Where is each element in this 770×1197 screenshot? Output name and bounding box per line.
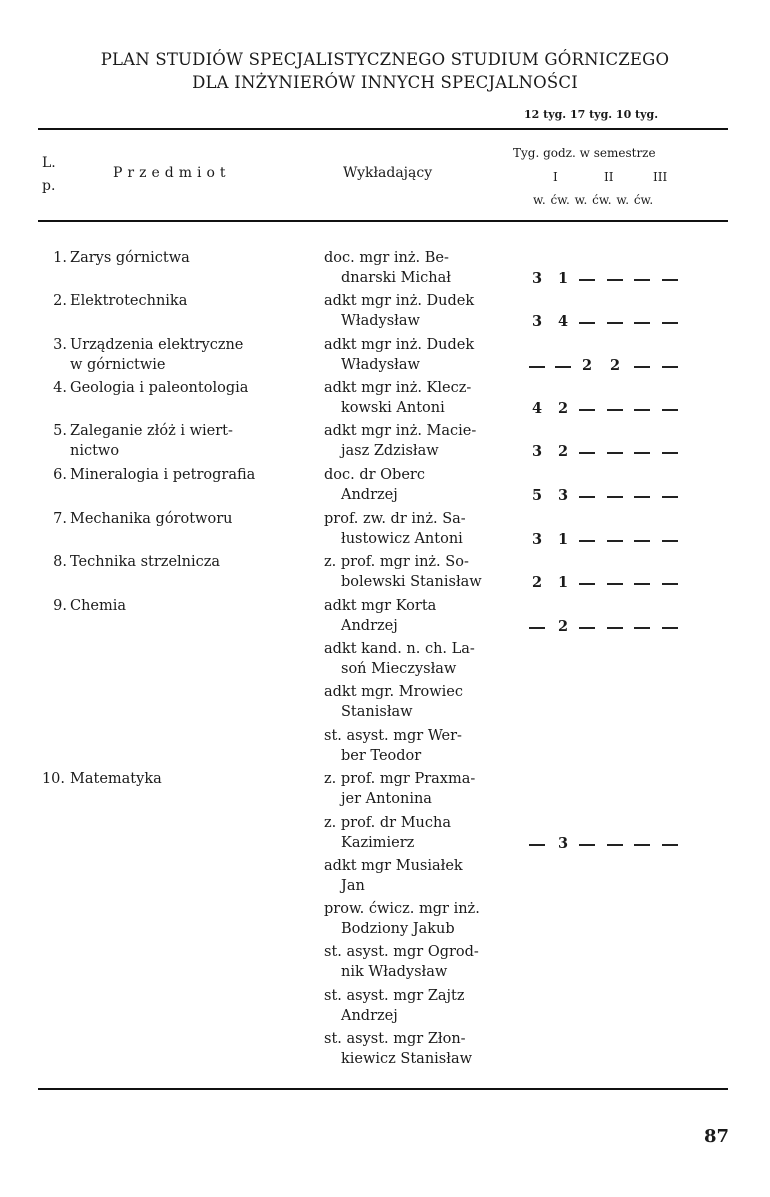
- subject-text: Urządzenia elektryczne: [70, 337, 244, 353]
- hours-dash: [662, 409, 678, 411]
- row-number: 9.: [53, 598, 67, 614]
- lecturer-text: z. prof. mgr Praxma-: [324, 771, 476, 787]
- hours-dash: [634, 409, 650, 411]
- hours-dash: [529, 366, 545, 368]
- header-semester-3: III: [653, 170, 668, 184]
- lecturer-text: adkt mgr inż. Klecz-: [324, 380, 472, 396]
- lecturer-text: doc. dr Oberc: [324, 467, 425, 483]
- hours-dash: [579, 583, 595, 585]
- hours-dash: [555, 366, 571, 368]
- hours-dash: [607, 409, 623, 411]
- lecturer-text: Władysław: [341, 357, 420, 373]
- lecturer-text: Andrzej: [341, 618, 398, 634]
- hours-dash: [579, 452, 595, 454]
- lecturer-text: jasz Zdzisław: [341, 443, 439, 459]
- hours-dash: [607, 279, 623, 281]
- lecturer-text: kowski Antoni: [341, 400, 445, 416]
- lecturer-text: Władysław: [341, 313, 420, 329]
- lecturer-text: st. asyst. mgr Wer-: [324, 728, 462, 744]
- subject-text: Chemia: [70, 598, 127, 614]
- hours-value: 2: [558, 443, 569, 460]
- lecturer-text: ber Teodor: [341, 748, 422, 764]
- hours-dash: [607, 583, 623, 585]
- table-top-rule: [38, 128, 728, 130]
- row-number: 6.: [53, 467, 67, 483]
- lecturer-text: Stanisław: [341, 704, 413, 720]
- hours-dash: [662, 322, 678, 324]
- hours-dash: [607, 844, 623, 846]
- hours-value: 1: [558, 531, 569, 548]
- hours-value: 2: [558, 618, 569, 635]
- subject-text: Zarys górnictwa: [70, 250, 190, 266]
- hours-dash: [634, 279, 650, 281]
- lecturer-text: z. prof. mgr inż. So-: [324, 554, 469, 570]
- lecturer-text: doc. mgr inż. Be-: [324, 250, 449, 266]
- lecturer-text: bolewski Stanisław: [341, 574, 482, 590]
- hours-dash: [662, 279, 678, 281]
- hours-dash: [634, 496, 650, 498]
- row-number: 1.: [53, 250, 67, 266]
- lecturer-text: adkt kand. n. ch. La-: [324, 641, 475, 657]
- hours-dash: [529, 844, 545, 846]
- subject-text: Mechanika górotworu: [70, 511, 233, 527]
- lecturer-text: st. asyst. mgr Ogrod-: [324, 944, 479, 960]
- lecturer-text: z. prof. dr Mucha: [324, 815, 451, 831]
- row-number: 2.: [53, 293, 67, 309]
- lecturer-text: Jan: [341, 878, 365, 894]
- hours-dash: [607, 496, 623, 498]
- hours-dash: [607, 540, 623, 542]
- lecturer-text: soń Mieczysław: [341, 661, 457, 677]
- table-bottom-rule: [38, 1088, 728, 1090]
- hours-dash: [579, 540, 595, 542]
- lecturer-text: prow. ćwicz. mgr inż.: [324, 901, 480, 917]
- lecturer-text: Bodziony Jakub: [341, 921, 455, 937]
- hours-value: 1: [558, 270, 569, 287]
- hours-dash: [634, 366, 650, 368]
- hours-dash: [579, 409, 595, 411]
- hours-dash: [579, 322, 595, 324]
- header-lp-line-2: p.: [42, 178, 56, 194]
- hours-dash: [634, 583, 650, 585]
- header-subject: Przedmiot: [113, 165, 231, 181]
- lecturer-text: nik Władysław: [341, 964, 448, 980]
- row-number: 5.: [53, 423, 67, 439]
- lecturer-text: adkt mgr inż. Macie-: [324, 423, 477, 439]
- hours-dash: [579, 279, 595, 281]
- lecturer-text: kiewicz Stanisław: [341, 1051, 473, 1067]
- hours-value: 4: [532, 400, 543, 417]
- lecturer-text: adkt mgr inż. Dudek: [324, 337, 475, 353]
- hours-dash: [579, 627, 595, 629]
- lecturer-text: adkt mgr inż. Dudek: [324, 293, 475, 309]
- hours-value: 1: [558, 574, 569, 591]
- hours-dash: [634, 540, 650, 542]
- hours-dash: [634, 844, 650, 846]
- hours-dash: [662, 496, 678, 498]
- hours-dash: [662, 844, 678, 846]
- hours-dash: [662, 540, 678, 542]
- page-number: 87: [704, 1126, 730, 1147]
- hours-value: 3: [532, 270, 543, 287]
- hours-dash: [634, 452, 650, 454]
- lecturer-text: st. asyst. mgr Zajtz: [324, 988, 465, 1004]
- lecturer-text: Andrzej: [341, 1008, 398, 1024]
- row-number: 7.: [53, 511, 67, 527]
- document-title-line-1: PLAN STUDIÓW SPECJALISTYCZNEGO STUDIUM GÓRNICZEGO: [100, 50, 670, 69]
- semester-weeks: 12 tyg. 17 tyg. 10 tyg.: [524, 108, 659, 121]
- lecturer-text: adkt mgr Korta: [324, 598, 437, 614]
- hours-dash: [662, 452, 678, 454]
- lecturer-text: prof. zw. dr inż. Sa-: [324, 511, 466, 527]
- row-number: 10.: [41, 771, 65, 787]
- hours-dash: [607, 627, 623, 629]
- hours-dash: [662, 583, 678, 585]
- lecturer-text: adkt mgr. Mrowiec: [324, 684, 463, 700]
- hours-value: 2: [558, 400, 569, 417]
- hours-value: 2: [582, 357, 593, 374]
- lecturer-text: Kazimierz: [341, 835, 415, 851]
- hours-dash: [579, 844, 595, 846]
- subject-text: Elektrotechnika: [70, 293, 188, 309]
- subject-text: Mineralogia i petrografia: [70, 467, 256, 483]
- row-number: 3.: [53, 337, 67, 353]
- hours-value: 3: [532, 531, 543, 548]
- lecturer-text: st. asyst. mgr Złon-: [324, 1031, 466, 1047]
- hours-value: 4: [558, 313, 569, 330]
- lecturer-text: jer Antonina: [341, 791, 432, 807]
- subject-text: Geologia i paleontologia: [70, 380, 249, 396]
- subject-text: nictwo: [70, 443, 120, 459]
- row-number: 4.: [53, 380, 67, 396]
- hours-value: 3: [532, 443, 543, 460]
- hours-dash: [662, 366, 678, 368]
- lecturer-text: adkt mgr Musiałek: [324, 858, 463, 874]
- lecturer-text: łustowicz Antoni: [341, 531, 463, 547]
- lecturer-text: dnarski Michał: [341, 270, 451, 286]
- hours-value: 2: [532, 574, 543, 591]
- header-subcolumns: w. ćw. w. ćw. w. ćw.: [533, 193, 654, 207]
- hours-dash: [662, 627, 678, 629]
- hours-value: 2: [610, 357, 621, 374]
- subject-text: Technika strzelnicza: [70, 554, 221, 570]
- document-title-line-2: DLA INŻYNIERÓW INNYCH SPECJALNOŚCI: [192, 73, 578, 92]
- table-header-rule: [38, 220, 728, 222]
- hours-value: 5: [532, 487, 543, 504]
- hours-dash: [607, 452, 623, 454]
- hours-dash: [634, 627, 650, 629]
- row-number: 8.: [53, 554, 67, 570]
- subject-text: w górnictwie: [70, 357, 166, 373]
- header-semester-2: II: [604, 170, 614, 184]
- hours-dash: [634, 322, 650, 324]
- hours-dash: [529, 627, 545, 629]
- header-hours-title: Tyg. godz. w semestrze: [513, 146, 656, 160]
- hours-value: 3: [558, 487, 569, 504]
- subject-text: Matematyka: [70, 771, 162, 787]
- hours-dash: [579, 496, 595, 498]
- hours-value: 3: [558, 835, 569, 852]
- lecturer-text: Andrzej: [341, 487, 398, 503]
- hours-value: 3: [532, 313, 543, 330]
- header-lecturer: Wykładający: [343, 165, 433, 181]
- header-semester-1: I: [553, 170, 558, 184]
- subject-text: Zaleganie złóż i wiert-: [70, 423, 233, 439]
- header-lp-line-1: L.: [42, 155, 56, 171]
- hours-dash: [607, 322, 623, 324]
